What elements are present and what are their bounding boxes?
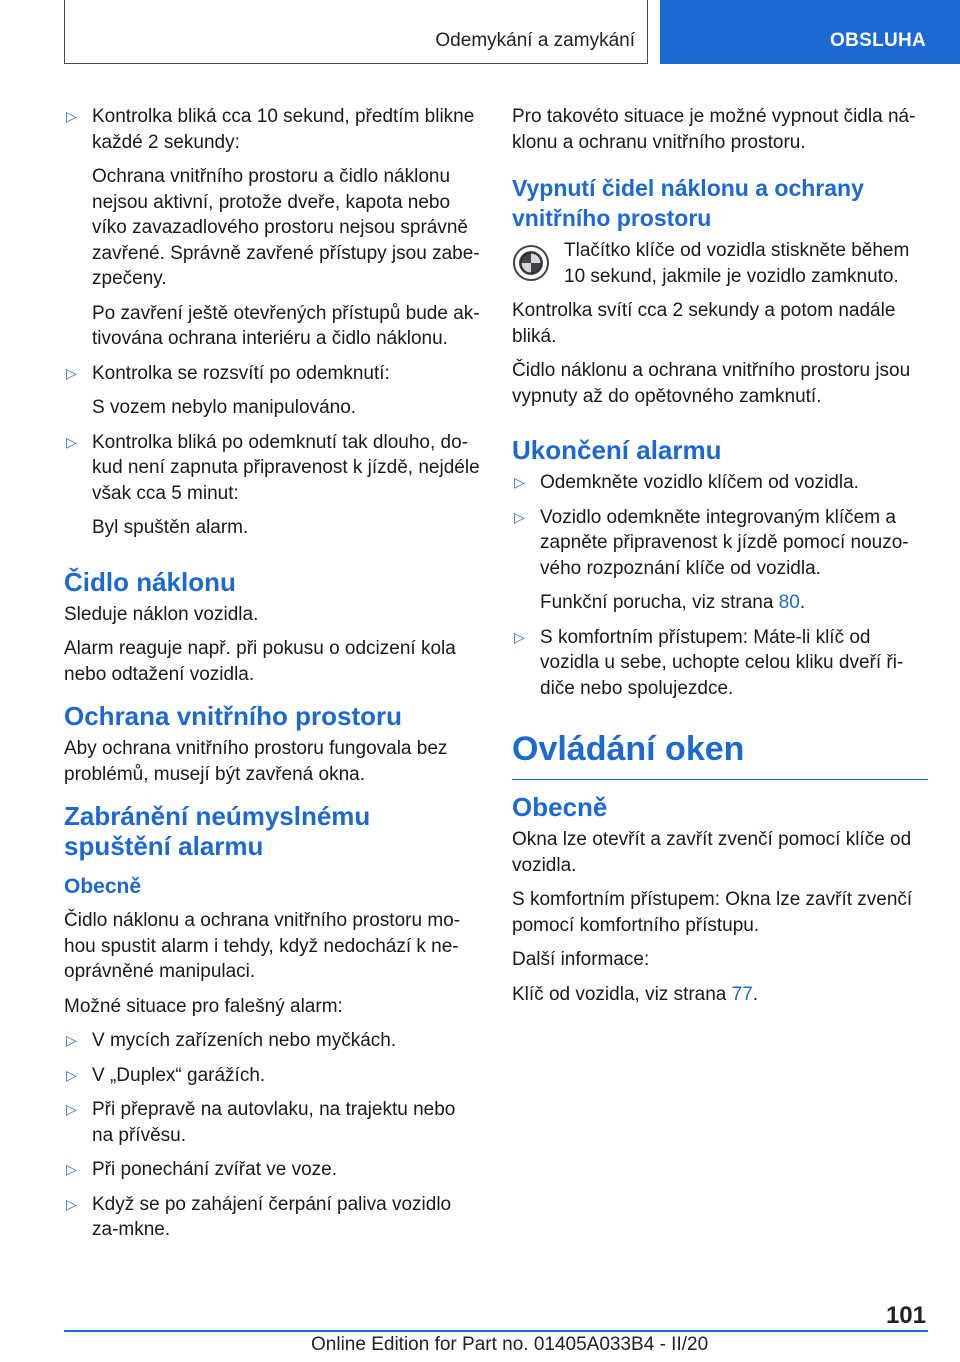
heading-general: Obecně xyxy=(64,875,142,898)
right-column xyxy=(512,104,928,1016)
triangle-right-icon: ▷ xyxy=(66,108,77,124)
paragraph: Po zavření ještě otevřených přístupů bude ak-tivována ochrana interiéru a čidlo náklonu. xyxy=(92,302,480,349)
header-box xyxy=(64,0,648,64)
list-item: ▷ V „Duplex“ garážích. xyxy=(64,1063,480,1089)
footer-divider xyxy=(64,1330,928,1332)
list-item: ▷ Při ponechání zvířat ve voze. xyxy=(64,1157,480,1183)
footer-edition: Online Edition for Part no. 01405A033B4 - II/20 xyxy=(311,1334,709,1355)
list-item: ▷ S komfortním přístupem: Máte-li klíč od vozidla u sebe, uchopte celou kliku dveří ři-diče nebo spolujezdce. xyxy=(514,626,904,699)
list-item: ▷ V mycích zařízeních nebo myčkách. xyxy=(64,1028,480,1054)
paragraph: Čidlo náklonu a ochrana vnitřního prostoru jsou vypnuty až do opětovného zamknutí. xyxy=(512,360,911,407)
list-item: ▷ Odemkněte vozidlo klíčem od vozidla. xyxy=(512,470,928,496)
paragraph: Funkční porucha, viz strana 80. xyxy=(540,592,806,613)
paragraph: Aby ochrana vnitřního prostoru fungovala bez problémů, musejí být zavřená okna. xyxy=(64,738,448,785)
list-item: ▷ Kontrolka se rozsvítí po odemknutí: xyxy=(64,361,480,387)
triangle-right-icon: ▷ xyxy=(66,1101,77,1117)
triangle-right-icon: ▷ xyxy=(66,1066,77,1083)
paragraph: Další informace: xyxy=(512,949,650,970)
bmw-key-button-icon xyxy=(512,244,550,282)
paragraph: Ochrana vnitřního prostoru a čidlo náklonu nejsou aktivní, protože dveře, kapota nebo víko zavazadlového prostoru nejsou správně zavřené. Správně zavřené přístupy jsou zabe-zpečeny. xyxy=(92,166,480,289)
key-instruction xyxy=(512,238,928,289)
triangle-right-icon: ▷ xyxy=(514,474,525,490)
paragraph: Byl spuštěn alarm. xyxy=(92,517,249,538)
paragraph: Sleduje náklon vozidla. xyxy=(64,603,259,625)
triangle-right-icon: ▷ xyxy=(514,628,525,645)
list-item: ▷ Vozidlo odemkněte integrovaným klíčem a zapněte připravenost k jízdě pomocí nouzo-vého rozpoznání klíče od vozidla. xyxy=(514,506,909,579)
section-tab[interactable] xyxy=(660,0,960,64)
paragraph: S komfortním přístupem: Okna lze zavřít zvenčí pomocí komfortního přístupu. xyxy=(512,889,913,936)
list-item: ▷ Když se po zahájení čerpání paliva vozidlo za-mkne. xyxy=(66,1193,452,1240)
left-column xyxy=(64,104,480,1252)
list-item: ▷ Při přepravě na autovlaku, na trajektu nebo na přívěsu. xyxy=(66,1099,456,1146)
paragraph: Tlačítko klíče od vozidla stiskněte během 10 sekund, jakmile je vozidlo zamknuto. xyxy=(564,240,910,287)
list-item: ▷ Kontrolka bliká po odemknutí tak dlouho, do-kud není zapnuta připravenost k jízdě, nejdéle však cca 5 minut: xyxy=(66,431,480,504)
heading-end-alarm: Ukončení alarmu xyxy=(512,435,722,465)
heading-disable-sensors: Vypnutí čidel náklonu a ochrany vnitřního prostoru xyxy=(512,175,864,231)
paragraph: Alarm reaguje např. při pokusu o odcizení kola nebo odtažení vozidla. xyxy=(64,638,456,685)
heading-prevent-false-alarm: Zabránění neúmyslnému spuštění alarmu xyxy=(64,801,371,861)
triangle-right-icon: ▷ xyxy=(66,433,77,450)
triangle-right-icon: ▷ xyxy=(66,1195,77,1212)
section-tab-label: OBSLUHA xyxy=(830,30,927,51)
paragraph: Okna lze otevřít a zavřít zvenčí pomocí klíče od vozidla. xyxy=(512,829,912,876)
paragraph: Kontrolka svítí cca 2 sekundy a potom nadále bliká. xyxy=(512,300,896,347)
triangle-right-icon: ▷ xyxy=(66,1032,77,1048)
page-link[interactable]: 77 xyxy=(731,983,753,1005)
paragraph: Klíč od vozidla, viz strana 77. xyxy=(512,983,759,1005)
triangle-right-icon: ▷ xyxy=(66,1161,77,1177)
paragraph: S vozem nebylo manipulováno. xyxy=(92,397,357,418)
page-link[interactable]: 80 xyxy=(778,592,800,613)
paragraph: Pro takovéto situace je možné vypnout čidla ná-klonu a ochranu vnitřního prostoru. xyxy=(512,106,916,153)
heading-interior-protection: Ochrana vnitřního prostoru xyxy=(64,701,403,731)
heading-tilt-sensor: Čidlo náklonu xyxy=(64,566,236,597)
page-number: 101 xyxy=(885,1302,926,1329)
triangle-right-icon: ▷ xyxy=(66,364,77,381)
triangle-right-icon: ▷ xyxy=(514,508,525,525)
heading-window-control: Ovládání oken xyxy=(512,727,928,780)
paragraph: Možné situace pro falešný alarm: xyxy=(64,995,343,1017)
heading-general: Obecně xyxy=(512,792,608,822)
section-title: Odemykání a zamykání xyxy=(435,30,635,51)
paragraph: Čidlo náklonu a ochrana vnitřního prostoru mo-hou spustit alarm i tehdy, když nedochází k ne-oprávněné manipulaci. xyxy=(64,910,461,982)
list-item: ▷ Kontrolka bliká cca 10 sekund, předtím blikne každé 2 sekundy: xyxy=(66,106,475,153)
